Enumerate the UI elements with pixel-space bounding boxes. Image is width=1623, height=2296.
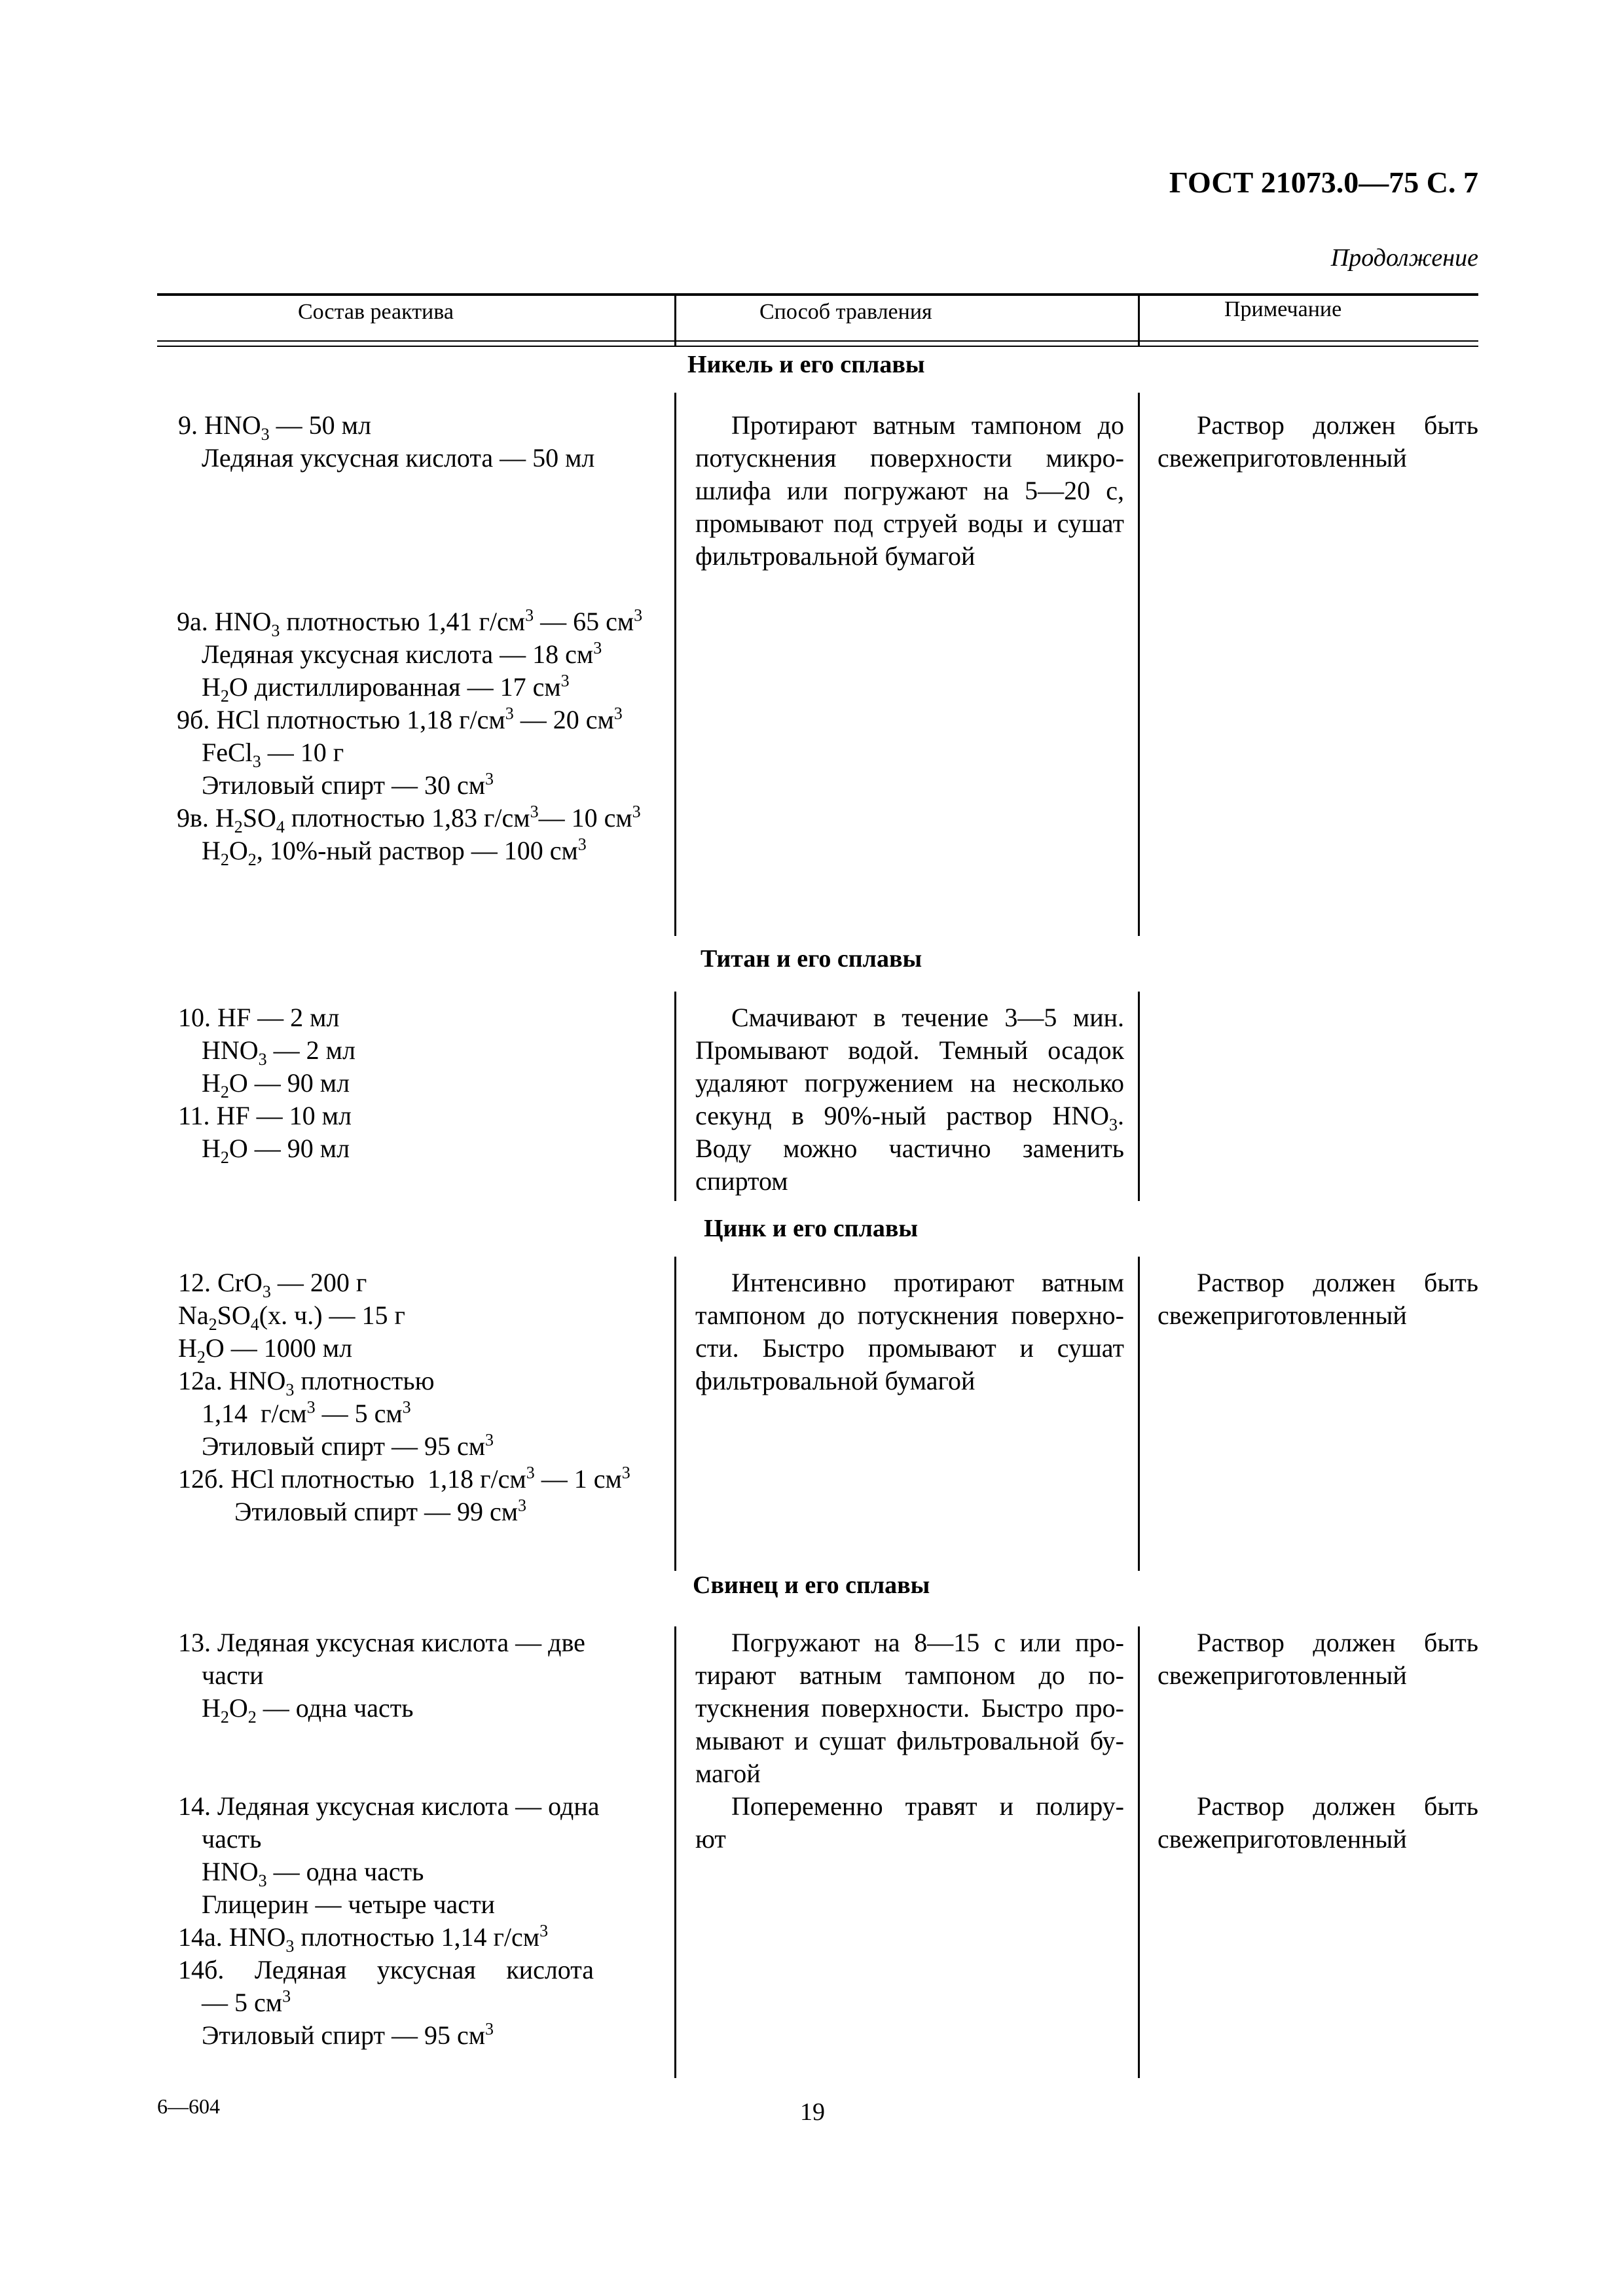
- section-title-lead: Свинец и его сплавы: [693, 1571, 930, 1599]
- reagent-9v: 9в. $H_2SO_4$ плотностью 1,83 $г/см^3—$ 10 $см^3$: [177, 802, 641, 836]
- reagent-12: 12. CrO$_3$ — 200 г: [178, 1268, 367, 1301]
- body-divider-2c: [1138, 1257, 1140, 1571]
- column-header-method: Способ травления: [759, 300, 932, 324]
- body-divider-2d: [1138, 1626, 1140, 2078]
- method-14: Попеременно травят и полиру- ют: [695, 1791, 1124, 1854]
- column-header-composition: Состав реактива: [298, 300, 454, 324]
- reagent-14b-line2: — 5 $см^3$: [202, 1986, 291, 2017]
- reagent-14-line2: часть: [202, 1824, 262, 1854]
- body-divider-1b: [674, 992, 676, 1201]
- reagent-14a: 14а. $HNO_3$ плотностью 1,14 $г/см^3$: [178, 1921, 549, 1956]
- table-header-rule-2: [157, 346, 1478, 347]
- note-9: Раствор должен быть свежеприготовленный: [1158, 410, 1478, 473]
- table-header-rule-1: [157, 340, 1478, 342]
- note-12: Раствор должен быть свежеприготовленный: [1158, 1268, 1478, 1330]
- reagent-9: 9. $HNO_3$ — 50 мл: [178, 410, 371, 444]
- section-title-nickel: Никель и его сплавы: [687, 351, 925, 378]
- reagent-14b-line3: Этиловый спирт — 95 $см^3$: [202, 2019, 494, 2050]
- body-divider-2a: [1138, 393, 1140, 936]
- reagent-9v-line2: $H_2O_2$, 10%-ный раствор — 100 $см^3$: [202, 834, 587, 869]
- reagent-12-line2: $Na_2SO_4(х$. ч.) — 15 г: [178, 1300, 405, 1334]
- reagent-9b-line3: Этиловый спирт — 30 $см^3$: [202, 769, 494, 800]
- method-12: Интенсивно протирают ватным тампоном до потускнения поверхно- сти. Быстро промывают и сушат фильтровальной бумагой: [695, 1268, 1124, 1395]
- reagent-12a: 12а. $HNO_3$ плотностью: [178, 1366, 435, 1399]
- footer-code: 6—604: [157, 2094, 220, 2118]
- reagent-9b: 9б. HCl плотностью 1,18 $г/см^3$ — 20 $см^3$: [177, 704, 623, 734]
- reagent-10-line3: $H_2O$ — 90 мл: [202, 1068, 350, 1102]
- reagent-9a-line3: $H_2O$ дистиллированная — 17 $см^3$: [202, 671, 570, 706]
- table-top-rule: [157, 293, 1478, 296]
- note-13: Раствор должен быть свежеприготовленный: [1158, 1628, 1478, 1690]
- reagent-11-line2: $H_2O$ — 90 мл: [202, 1134, 350, 1167]
- body-divider-1a: [674, 393, 676, 936]
- reagent-10: 10. HF — 2 мл: [178, 1003, 340, 1032]
- reagent-14-line3: $HNO_3$ — одна часть: [202, 1857, 424, 1890]
- reagent-13-line2: части: [202, 1660, 264, 1690]
- page-number: 19: [800, 2098, 825, 2126]
- reagent-9a: 9а. $HNO_3$ плотностью 1,41 $г/см^3$ — 65 $см^3$: [177, 605, 643, 640]
- document-header: ГОСТ 21073.0—75 С. 7: [1169, 166, 1478, 199]
- reagent-9-line2: Ледяная уксусная кислота — 50 мл: [202, 443, 595, 473]
- reagent-12a-line3: Этиловый спирт — 95 $см^3$: [202, 1430, 494, 1461]
- reagent-12-line3: $H_2O$ — 1000 мл: [178, 1333, 353, 1367]
- reagent-13: 13. Ледяная уксусная кислота — две: [178, 1628, 585, 1657]
- method-13: Погружают на 8—15 с или про- тирают ватным тампоном до по- тускнения поверхности. Быстро про- мывают и сушат фильтровальной бу- магой: [695, 1628, 1124, 1788]
- body-divider-2b: [1138, 992, 1140, 1201]
- reagent-9a-line2: Ледяная уксусная кислота — 18 $см^3$: [202, 638, 602, 669]
- column-header-note: Примечание: [1224, 297, 1342, 321]
- reagent-12a-line2: 1,14 $г/см^3$ — 5 $см^3$: [202, 1397, 411, 1428]
- continuation-label: Продолжение: [1330, 244, 1478, 272]
- body-divider-1c: [674, 1257, 676, 1571]
- body-divider-1d: [674, 1626, 676, 2078]
- note-14: Раствор должен быть свежеприготовленный: [1158, 1791, 1478, 1854]
- reagent-14b: 14б. Ледяная уксусная кислота: [178, 1955, 594, 1984]
- reagent-12b-line2: Этиловый спирт — 99 $см^3$: [234, 1496, 527, 1526]
- header-divider-1: [674, 293, 676, 346]
- header-divider-2: [1138, 293, 1140, 346]
- section-title-titanium: Титан и его сплавы: [701, 945, 922, 973]
- reagent-14-line4: Глицерин — четыре части: [202, 1890, 495, 1919]
- reagent-13-line3: $H_2O_2$ — одна часть: [202, 1693, 414, 1727]
- reagent-12b: 12б. HCl плотностью 1,18 $г/см^3$ — 1 $см^3$: [178, 1463, 630, 1494]
- method-10: Смачивают в течение 3—5 мин. Промывают водой. Темный осадок удаляют погружением на несколько секунд в 90%-ный раствор $HNO_3$. Воду можно частично заменить спиртом: [695, 1003, 1124, 1196]
- section-title-zinc: Цинк и его сплавы: [704, 1215, 919, 1242]
- reagent-11: 11. HF — 10 мл: [178, 1101, 352, 1130]
- method-9: Протирают ватным тампоном до потускнения поверхности микро- шлифа или погружают на 5—20 с, промывают под струей воды и сушат фильтровальной бумагой: [695, 410, 1124, 571]
- reagent-9b-line2: FeCl$_3$ — 10 г: [202, 738, 344, 771]
- reagent-10-line2: $HNO_3$ — 2 мл: [202, 1035, 356, 1069]
- reagent-14: 14. Ледяная уксусная кислота — одна: [178, 1791, 600, 1821]
